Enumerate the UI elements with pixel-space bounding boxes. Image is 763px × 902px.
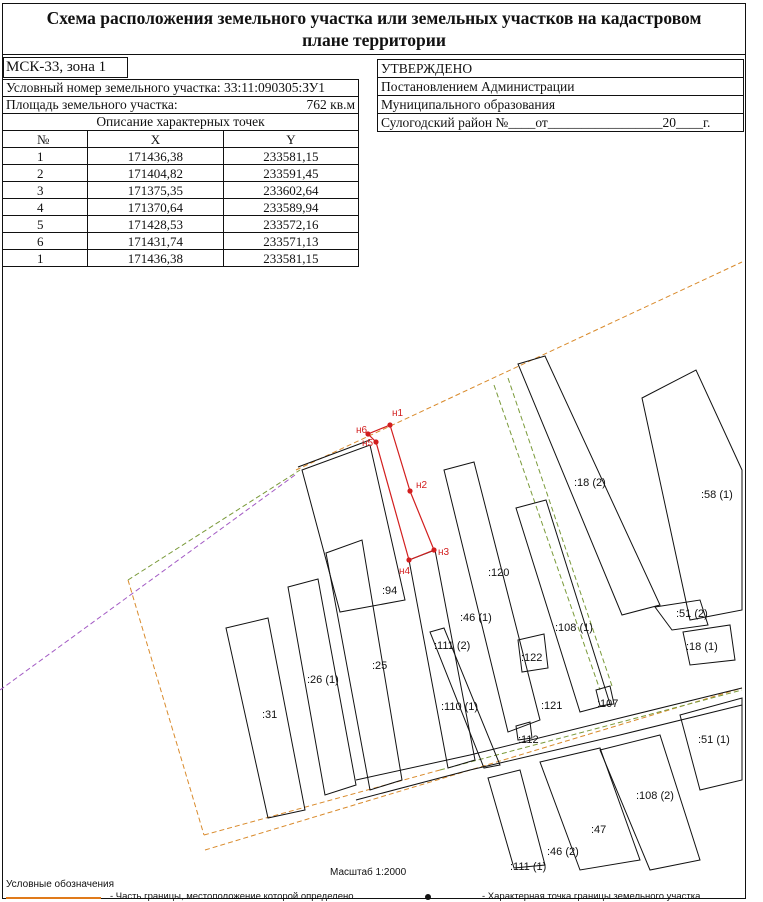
label-94: :94 (382, 585, 398, 597)
point-number-cell: 6 (3, 233, 88, 250)
x-coordinate-cell: 171428,53 (88, 216, 224, 233)
dashed-green-2 (494, 385, 600, 690)
parcel-area-label: Площадь земельного участка: (6, 97, 178, 112)
approval-line-3: Муниципального образования (378, 96, 743, 114)
label-112: :112 (518, 734, 539, 746)
title-line-1: Схема расположения земельного участка или земельных участков на кадастровом (46, 8, 702, 28)
point-number-cell: № (3, 131, 88, 148)
label-51-2: :51 (2) (676, 608, 708, 620)
point-number-cell: 5 (3, 216, 88, 233)
dashed-green-1 (128, 470, 300, 580)
approval-line-4: Сулогодский район №____от_________________20____г. (381, 115, 711, 130)
legend-title: Условные обозначения (6, 879, 115, 890)
point-number-cell: 2 (3, 165, 88, 182)
parcel-number: Условный номер земельного участка: 33:11:090305:ЗУ1 (6, 80, 325, 95)
label-n6: н6 (356, 425, 368, 436)
approval-line-2: Постановлением Администрации (378, 78, 743, 96)
point-number-cell: 4 (3, 199, 88, 216)
label-108-1: :108 (1) (555, 622, 593, 634)
label-122: :122 (521, 652, 543, 664)
label-n3: н3 (438, 547, 450, 558)
label-18-2: :18 (2) (574, 477, 606, 489)
parcel-110 (409, 550, 475, 768)
dashed-boundary-left (128, 580, 204, 835)
access-line (298, 440, 370, 467)
y-coordinate-cell: 233572,16 (223, 216, 358, 233)
y-coordinate-cell: 233602,64 (223, 182, 358, 199)
x-coordinate-cell: 171370,64 (88, 199, 224, 216)
label-n5: н5 (362, 438, 374, 449)
map-scale: Масштаб 1:2000 (330, 867, 407, 878)
label-120: :120 (488, 567, 510, 579)
coordinate-system-box: МСК-33, зона 1 (3, 57, 128, 78)
y-coordinate-cell: 233581,15 (223, 250, 358, 267)
label-108-2: :108 (2) (636, 790, 674, 802)
parcel-108-2 (600, 735, 700, 870)
label-121: :121 (541, 700, 563, 712)
point-n3 (431, 547, 436, 552)
point-number-cell: 1 (3, 250, 88, 267)
legend-line-symbol (6, 897, 101, 899)
parcel-area-value: 762 кв.м (306, 97, 355, 112)
label-46-2: :46 (2) (547, 846, 579, 858)
parcel-boundary-zu1 (368, 425, 434, 560)
label-25: :25 (372, 660, 388, 672)
point-n2 (407, 488, 412, 493)
label-111-1: :111 (1) (510, 861, 547, 873)
legend-item-boundary: - Часть границы, местоположение которой определено (110, 891, 354, 902)
point-n1 (387, 422, 392, 427)
label-31: :31 (262, 709, 278, 721)
label-18-1: :18 (1) (686, 641, 718, 653)
parcel-94 (326, 540, 402, 790)
dashed-purple (0, 475, 295, 690)
label-47: :47 (591, 824, 607, 836)
x-coordinate-cell: 171436,38 (88, 250, 224, 267)
x-coordinate-cell: 171431,74 (88, 233, 224, 250)
label-107: :107 (597, 698, 619, 710)
label-n2: н2 (416, 480, 428, 491)
x-coordinate-cell: 171404,82 (88, 165, 224, 182)
label-26-1: :26 (1) (307, 674, 339, 686)
legend-point-symbol (425, 894, 431, 900)
points-caption-text: Описание характерных точек (96, 114, 265, 129)
approval-heading: УТВЕРЖДЕНО (378, 60, 743, 78)
label-46-1: :46 (1) (460, 612, 492, 624)
y-coordinate-cell: 233591,45 (223, 165, 358, 182)
parcel-120 (444, 462, 543, 732)
label-n4: н4 (399, 566, 411, 577)
x-coordinate-cell: 171436,38 (88, 148, 224, 165)
y-coordinate-cell: 233571,13 (223, 233, 358, 250)
x-coordinate-cell: X (88, 131, 224, 148)
legend-item-point: - Характерная точка границы земельного участка (482, 891, 701, 902)
label-58-1: :58 (1) (701, 489, 733, 501)
label-51-1: :51 (1) (698, 734, 730, 746)
point-number-cell: 1 (3, 148, 88, 165)
point-number-cell: 3 (3, 182, 88, 199)
point-n4 (406, 557, 411, 562)
point-n5 (373, 439, 378, 444)
y-coordinate-cell: 233581,15 (223, 148, 358, 165)
y-coordinate-cell: 233589,94 (223, 199, 358, 216)
label-111-2: :111 (2) (434, 640, 471, 652)
y-coordinate-cell: Y (223, 131, 358, 148)
label-110-1: :110 (1) (441, 701, 479, 713)
x-coordinate-cell: 171375,35 (88, 182, 224, 199)
label-n1: н1 (392, 408, 404, 419)
parcel-46-2 (488, 770, 545, 868)
title-line-2: плане территории (302, 30, 446, 50)
